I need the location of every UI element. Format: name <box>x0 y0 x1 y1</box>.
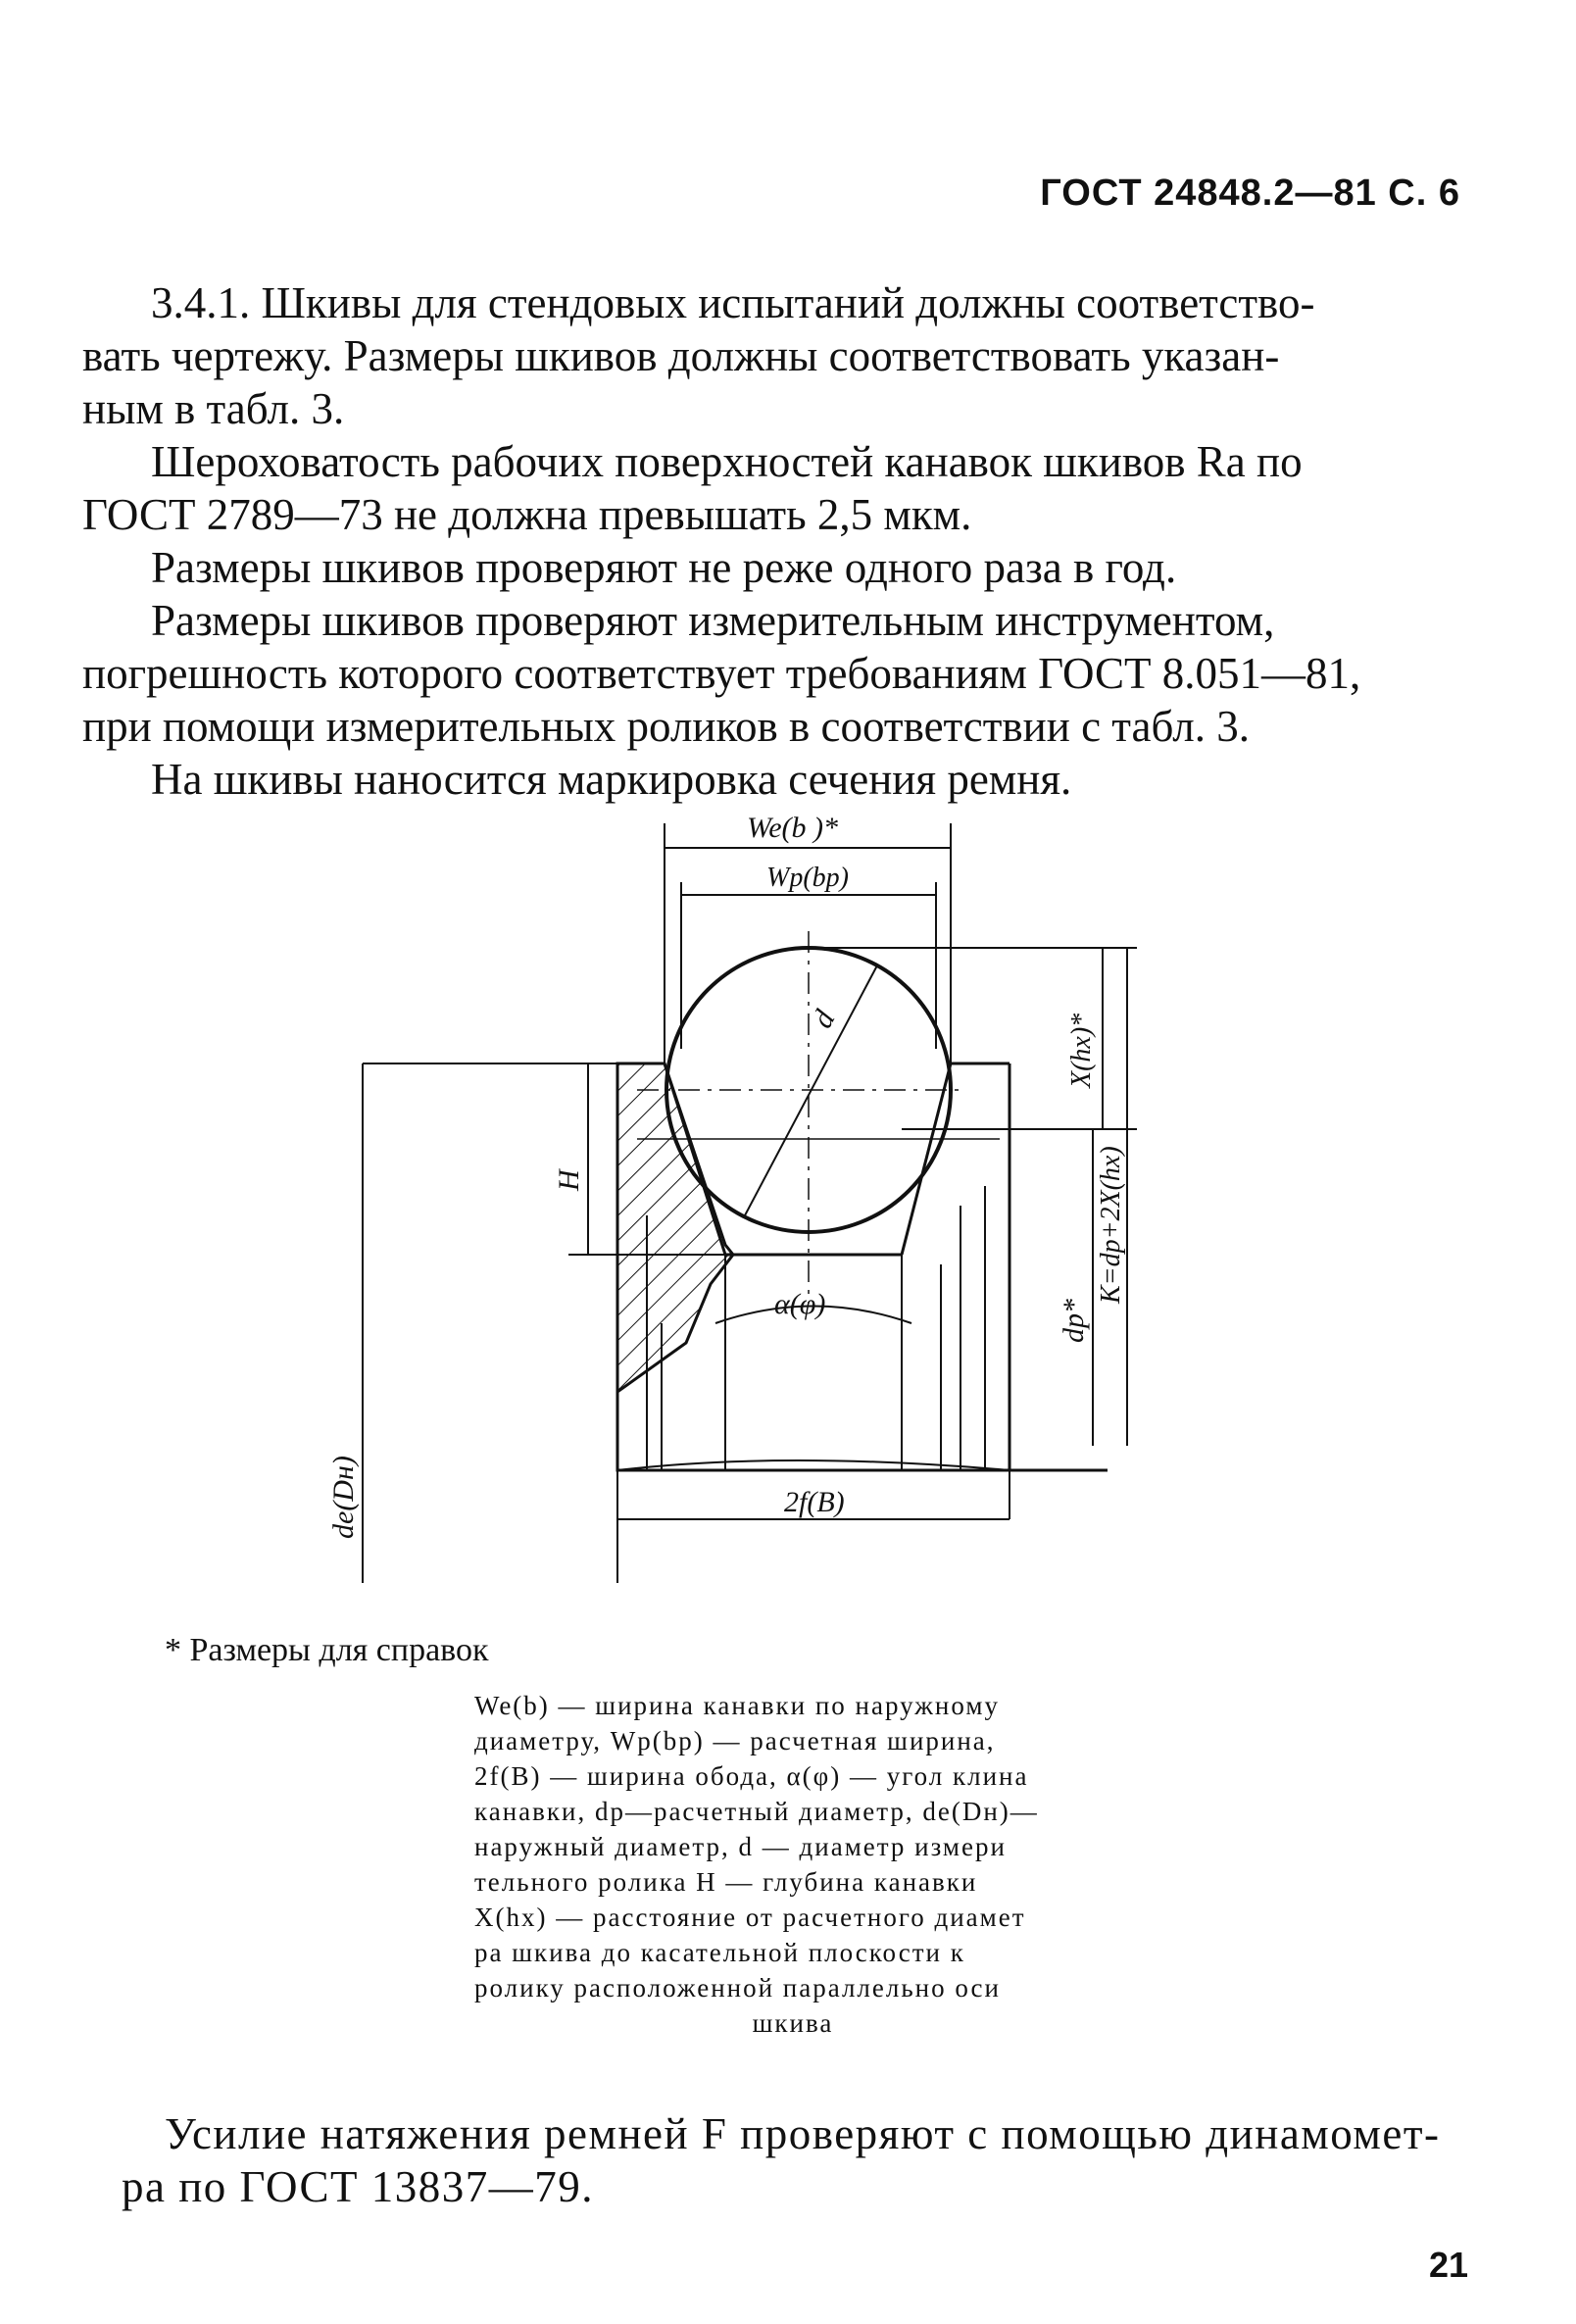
label-2f: 2f(B) <box>784 1486 845 1518</box>
paragraph <box>82 541 1454 594</box>
label-alpha: α(φ) <box>774 1288 826 1320</box>
text-line: Размеры шкивов проверяют измерительным инструментом, <box>151 596 1275 645</box>
label-wp: Wp(bp) <box>766 863 849 893</box>
page-number: 21 <box>1428 2245 1468 2285</box>
legend-line: канавки, dp—расчетный диаметр, de(Dн)— <box>474 1797 1039 1826</box>
label-de: de(Dн) <box>327 1456 360 1539</box>
figure-legend <box>474 1688 1111 2041</box>
label-h: H <box>553 1169 585 1191</box>
paragraph <box>82 594 1454 753</box>
label-dp: dp* <box>1058 1299 1090 1343</box>
label-k: K=dp+2X(hx) <box>1096 1146 1126 1304</box>
page-header: ГОСТ 24848.2—81 С. 6 <box>1040 173 1460 214</box>
text-line: Размеры шкивов проверяют не реже одного раза в год. <box>151 543 1177 592</box>
text-line: ГОСТ 2789—73 не должна превышать 2,5 мкм. <box>82 490 972 539</box>
legend-line: диаметру, Wp(bp) — расчетная ширина, <box>474 1726 996 1755</box>
label-we: We(b )* <box>747 812 839 844</box>
legend-line: X(hx) — расстояние от расчетного диамет <box>474 1903 1026 1932</box>
legend-line: ра шкива до касательной плоскости к <box>474 1938 965 1967</box>
paragraph <box>82 276 1454 435</box>
label-x: X(hx)* <box>1066 1013 1097 1088</box>
footnote-title: * Размеры для справок <box>165 1632 489 1668</box>
text-line: 3.4.1. Шкивы для стендовых испытаний должны соответство- <box>151 278 1315 327</box>
legend-line: наружный диаметр, d — диаметр измери <box>474 1832 1007 1861</box>
text-line: ным в табл. 3. <box>82 384 345 433</box>
drawing-geometry <box>363 794 1137 1583</box>
main-text <box>82 276 1454 806</box>
text-line: вать чертежу. Размеры шкивов должны соответствовать указан- <box>82 331 1280 380</box>
pulley-groove-drawing <box>327 794 1126 1598</box>
text-line: ра по ГОСТ 13837—79. <box>122 2162 594 2211</box>
paragraph <box>82 435 1454 541</box>
text-line: Шероховатость рабочих поверхностей канавок шкивов Ra по <box>151 437 1303 486</box>
groove-flank-right <box>902 1063 951 1255</box>
text-line: Усилие натяжения ремней F проверяют с помощью динамомет- <box>165 2109 1441 2158</box>
text-line: погрешность которого соответствует требованиям ГОСТ 8.051—81, <box>82 649 1361 698</box>
legend-line: шкива <box>752 2008 834 2038</box>
legend-line: 2f(B) — ширина обода, α(φ) — угол клина <box>474 1761 1029 1791</box>
text-line: На шкивы наносится маркировка сечения ремня. <box>151 755 1072 804</box>
legend-line: We(b) — ширина канавки по наружному <box>474 1691 1000 1720</box>
legend-line: ролику расположенной параллельно оси <box>474 1973 1001 2003</box>
label-d: d <box>806 1005 842 1034</box>
closing-paragraph <box>122 2107 1478 2213</box>
drawing-svg <box>327 794 1126 1598</box>
legend-line: тельного ролика H — глубина канавки <box>474 1867 978 1897</box>
text-line: при помощи измерительных роликов в соответствии с табл. 3. <box>82 702 1250 751</box>
